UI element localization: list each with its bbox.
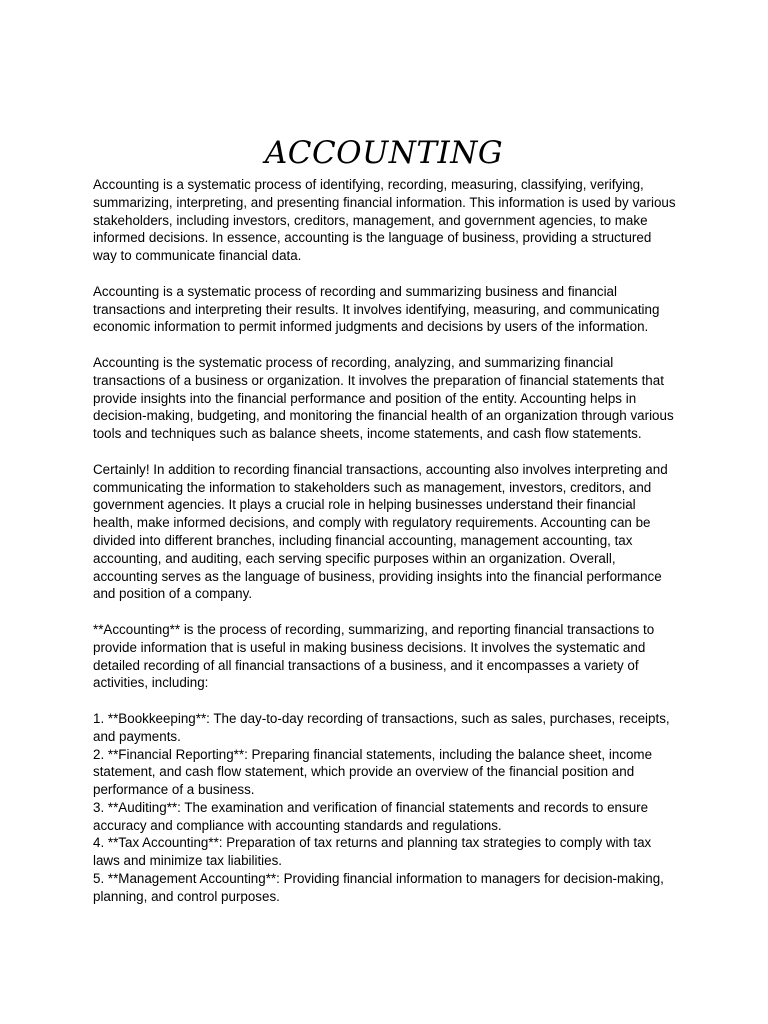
list-item-bookkeeping: 1. **Bookkeeping**: The day-to-day recording of transactions, such as sales, purchases, receipts, and payments. (93, 710, 670, 744)
list-item-auditing: 3. **Auditing**: The examination and verification of financial statements and records to ensure accuracy and compliance with accounting standards and regulations. (93, 799, 649, 833)
activities-list (93, 710, 678, 906)
list-item-management-accounting: 5. **Management Accounting**: Providing financial information to managers for decision-making, planning, and control purposes. (93, 871, 664, 904)
paragraph-definition-2: Accounting is a systematic process of recording and summarizing business and financial transactions and interpreting their results. It involves identifying, measuring, and communicating economic information to permit informed judgments and decisions by users of the information. (93, 283, 660, 335)
document-title: ACCOUNTING (264, 135, 504, 171)
list-item-tax-accounting: 4. **Tax Accounting**: Preparation of tax returns and planning tax strategies to comply with tax laws and minimize tax liabilities. (93, 835, 652, 869)
paragraph-definition-3: Accounting is the systematic process of recording, analyzing, and summarizing financial transactions of a business or organization. It involves the preparation of financial statements that provide insights into the financial performance and position of the entity. Accounting helps in decision-making, budgeting, and monitoring the financial health of an organization through various tools and techniques such as balance sheets, income statements, and cash flow statements. (93, 354, 674, 442)
paragraph-activities-intro: **Accounting** is the process of recording, summarizing, and reporting financial transactions to provide information that is useful in making business decisions. It involves the systematic and detailed recording of all financial transactions of a business, and it encompasses a variety of activities, including: (93, 621, 655, 691)
paragraph-additional-info: Certainly! In addition to recording financial transactions, accounting also involves interpreting and communicating the information to stakeholders such as management, investors, creditors, and government agencies. It plays a crucial role in helping businesses understand their financial health, make informed decisions, and comply with regulatory requirements. Accounting can be divided into different branches, including financial accounting, management accounting, tax accounting, and auditing, each serving specific purposes within an organization. Overall, accounting serves as the language of business, providing insights into the financial performance and position of a company. (93, 461, 668, 602)
paragraph-definition-1: Accounting is a systematic process of identifying, recording, measuring, classifying, verifying, summarizing, interpreting, and presenting financial information. This information is used by various stakeholders, including investors, creditors, management, and government agencies, to make informed decisions. In essence, accounting is the language of business, providing a structured way to communicate financial data. (93, 177, 676, 264)
list-item-financial-reporting: 2. **Financial Reporting**: Preparing financial statements, including the balance sheet, income statement, and cash flow statement, which provide an overview of the financial position and performance of a business. (93, 746, 653, 798)
document-body (93, 176, 678, 906)
